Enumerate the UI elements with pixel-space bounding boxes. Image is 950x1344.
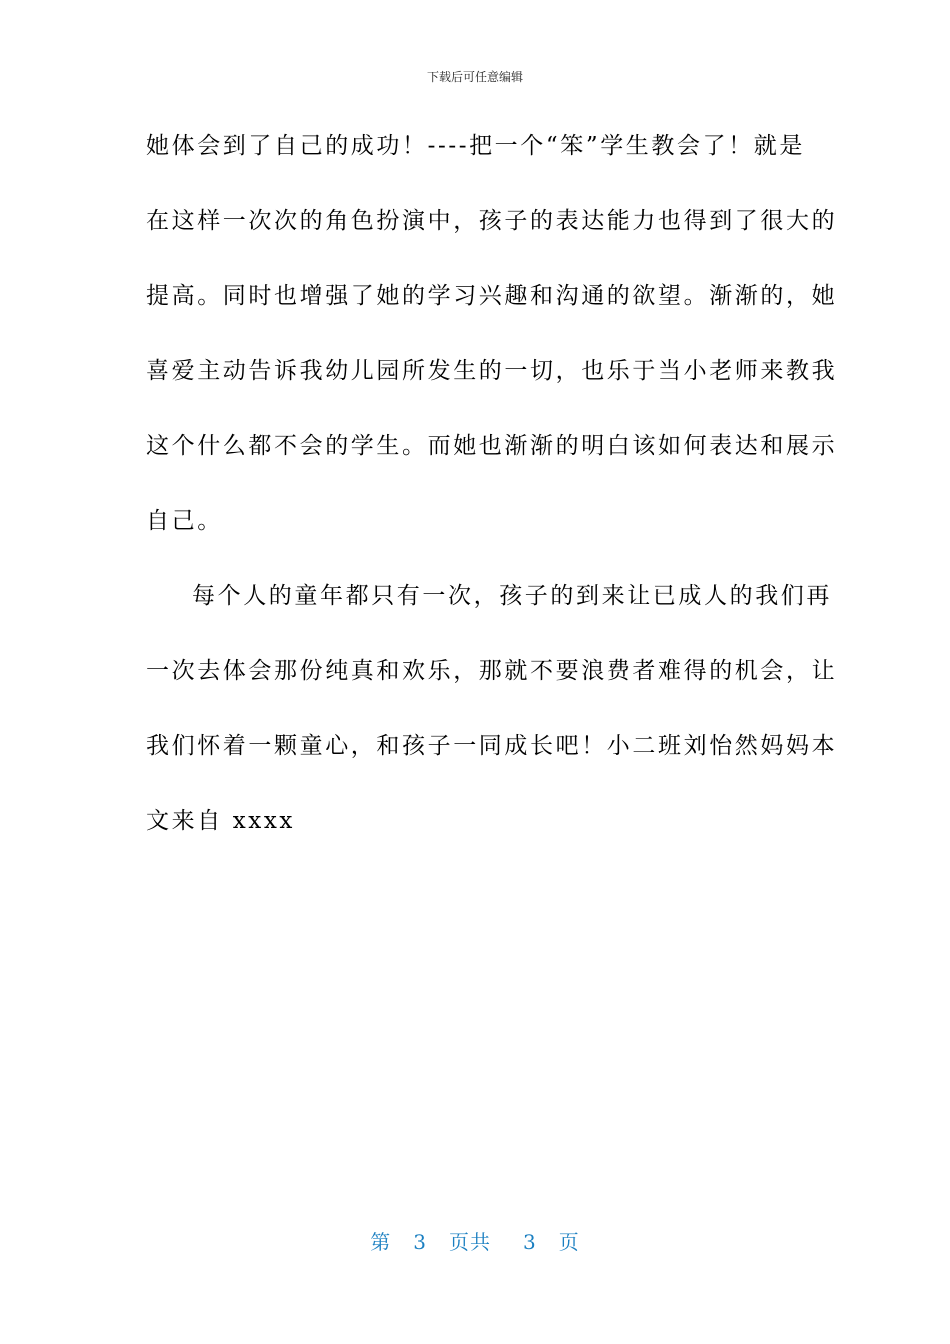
text-line: 提高。同时也增强了她的学习兴趣和沟通的欲望。渐渐的，她 (146, 283, 838, 309)
text-line: 文来自 xxxx (146, 808, 295, 834)
footer-prefix: 第 (370, 1230, 392, 1254)
text-line: 她体会到了自己的成功！----把一个“笨”学生教会了！就是 (146, 133, 806, 159)
footer-suffix: 页 (558, 1230, 580, 1254)
text-line: 喜爱主动告诉我幼儿园所发生的一切，也乐于当小老师来教我 (146, 358, 838, 384)
text-line: 自己。 (146, 508, 223, 534)
header-note: 下载后可任意编辑 (426, 70, 523, 84)
footer-current-page: 3 (413, 1230, 427, 1254)
text-line: 一次去体会那份纯真和欢乐，那就不要浪费者难得的机会，让 (146, 658, 838, 684)
page-footer (0, 1226, 950, 1255)
text-line: 我们怀着一颗童心，和孩子一同成长吧！小二班刘怡然妈妈本 (146, 733, 838, 759)
document-body (146, 120, 838, 870)
text-line: 这个什么都不会的学生。而她也渐渐的明白该如何表达和展示 (146, 433, 838, 459)
footer-middle: 页共 (449, 1230, 491, 1254)
text-line: 在这样一次次的角色扮演中，孩子的表达能力也得到了很大的 (146, 208, 838, 234)
footer-total-pages: 3 (523, 1230, 537, 1254)
paragraph-first-line: 每个人的童年都只有一次，孩子的到来让已成人的我们再 (192, 583, 832, 609)
